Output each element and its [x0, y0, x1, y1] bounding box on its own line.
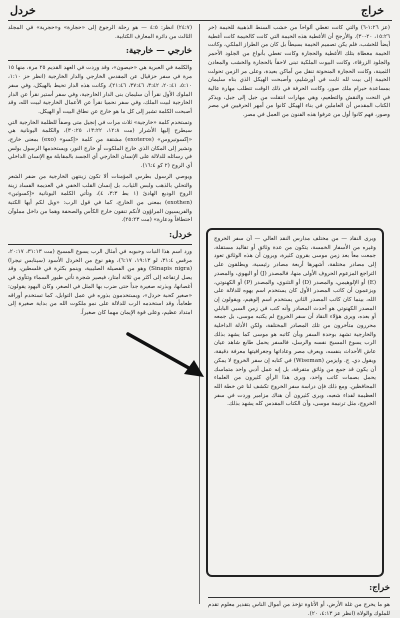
section-heading-khardal: خردل:: [168, 230, 192, 241]
left-paragraph-2: وتستخدم كلمة «خارجية» ثلاث مرات في إنجيل متى وصفاً للظلمة الخارجية التي سيطرح إليها الأشرار (مت ١٢:٨، ١٣:٢٢، ٣٠:٢٥)، والكلمة اليونانية هي «إكسوتيروس» (exoteros) مشتقة من كلمة «إكسو» (exo) بمعنى خارج، وتشير إلى المكان الذي خارج الملكوت أو خارج النور، ويستخدمها الرسول بولس في رسائله للدلالة على الإنسان الخارجي أي الجسد بالمقابلة مع الإنسان الداخلي أي الروح (٢ كو ١٦:٤).: [8, 119, 192, 170]
left-column: [8, 24, 192, 604]
boxed-note: [206, 228, 384, 577]
page-header: [0, 0, 400, 22]
right-column: [208, 24, 390, 122]
section-heading-kharji: خارجي — خارجية:: [125, 46, 192, 57]
heading-rule: [8, 244, 192, 245]
right-bottom-section: [208, 578, 390, 618]
left-paragraph-3: ويوصي الرسول بطرس المؤمنات ألا تكون زينتهن الخارجية من ضفر الشعر والتحلي بالذهب ولبس الثياب، بل إنسان القلب الخفي في العديمة الفساد زينة الروح الوديع الهادئ (١ بط ٣:٣، ٤)، وتأتي الكلمة اليونانية «إكسوثين» (exothen) بمعنى من الخارج، كما في قول الرب: «ويل لكم أيها الكتبة والفريسيون المراؤون لأنكم تنقون خارج الكأس والصحفة وهما من داخل مملوآن اختطافاً ودعارة» (مت ٢٥:٢٣).: [8, 173, 192, 224]
boxed-note-text: ويرى النقاد — من مختلف مدارس النقد العالي — أن سفر الخروج وغيره من الأسفار الخمسة، يتكون من عدة وثائق أو تقاليد مستقلة، جمعت معاً بعد زمن موسى بقرون كثيرة، ويرون أن هذه الوثائق تعود إلى مصادر مختلفة، أشهرها أربعة مصادر رئيسية، ويطلقون على التراجع المزعوم الحروف الأولى منها، فالمصدر (J) أو اليهوي، والمصدر (E) أو الإلوهيمي، والمصدر (D) أو التثنوي، والمصدر (P) أو الكهنوتي، ويزعمون أن كاتب المصدر الأول كان يستخدم اسم يهوه للدلالة على الله، بينما كان كاتب المصدر الثاني يستخدم اسم إلوهيم، ويقولون إن المصدر الكهنوتي هو أحدث المصادر وأنه كتب في زمن السبي البابلي أو بعده، ويرى هؤلاء النقاد أن سفر الخروج لم يكتبه موسى، بل جمعه محررون متأخرون من تلك المصادر المختلفة، ولكن الأدلة الداخلية والخارجية تشهد بوحدة السفر وبأن كاتبه هو موسى كما يشهد بذلك الرب يسوع المسيح نفسه والرسل، فالسفر يحمل طابع شاهد عيان عاش الأحداث بنفسه، ويعرف مصر وعاداتها وجغرافيتها معرفة دقيقة، ويقول دي. ج. وايزمن (Wiseman) في كتابه إن سفر الخروج لا يمكن أن يكون قد جمع من وثائق متفرقة، بل إنه عمل أدبي واحد متماسك يحمل بصمات كاتب واحد، ويرى هذا الرأي كثيرون من العلماء المحافظين. ومع ذلك فإن دراسة سفر الخروج تكشف لنا عن خطة الله العظيمة لفداء شعبه، ويرى كثيرون أن هناك مزامير وردت في سفر الخروج، مثل ترنيمة موسى، وأن الكتاب المقدس كله يشهد بذلك.: [214, 236, 376, 408]
header-title-right: خراج: [360, 4, 384, 17]
section-heading-kharaj: خراج:: [369, 583, 390, 593]
heading-rule: [8, 60, 192, 61]
header-title-left: خردل: [10, 4, 36, 17]
right-bottom-paragraph: هو ما يخرج من غلة الأرض، أو الأتاوة تؤخذ من أموال الناس بتقدير معلوم تقدم للملوك والولاة (انظر عز ٤:١٣، ٢٠).: [208, 602, 390, 617]
heading-rule: [208, 597, 390, 598]
left-top-paragraph: (٢٤:٧) انظر: ٤:٥ — هو رحلة الرجوع إلى «حجارة» و«حجرية» في المجلد الثالث من دائرة المعارف الكتابية.: [8, 25, 192, 40]
right-top-paragraph: (عز ١:٢٦-٦) والتي كانت تغطي ألواحاً من خشب السنط الذهبية للخيمة (خر ١٥:٢٦، ٢٠-٣٠). والأرجح أن الأغطية هذه الخيمة التي كانت كالخيمة كانت أغطية أيضاً للخشب، فلم يكن تصميم الخيمة بسيطاً بل كان من الطراز الملكي، وكانت الخيمة مغطاة بتلك الأغطية والحجارة وكانت تغطي بأنواع من الجلود الأحمر والجلود الزرقاء، وكانت البيوت الملكية تبنى لاحقاً بالحجارة والخشب والمعادن الثمينة، وكانت الحجارة المنحوتة تنقل من أماكن بعيدة، وعلى مر الزمن تحولت الخيمة إلى بيت لله ثابت في أورشليم، وأصبحت الهيكل الذي بناه سليمان بمساعدة حيرام ملك صور، وكانت الحرفة في ذلك الوقت تتطلب مهارة عالية في النحت والنقش والتطعيم، وهي مهارات انتقلت من جيل إلى جيل، ويذكر الكتاب المقدس أن العاملين في بناء الهيكل كانوا من أمهر الحرفيين في مصر وصور، فهم كانوا أول من عرفوا هذه الفنون من العمل في مصر.: [208, 25, 390, 119]
left-paragraph-1: والكلمة في العبرية هي «حيصون»، وقد وردت في العهد القديم ٢٥ مرة، منها ١٥ مرة في سفر حزقيال عن المقدس الخارجي والدار الخارجية (انظر حز ١:١٠، ٥:١٠، ٢٠:٤١، ٣:٤٢، ٣٧:٤٦، ٢١:٤٦)، وكانت هذه الدار تحيط بالهيكل، وفي سفر الملوك الأول نقرأ أن سليمان بنى الدار الخارجية، وفي سفر أستير نقرأ عن الدار الخارجية لبيت الملك، وفي سفر نحميا نقرأ عن الأعمال الخارجية لبيت الله، وقد أصبحت الكلمة تشير إلى كل ما هو خارج عن نطاق البيت أو الهيكل.: [8, 65, 192, 115]
header-rule: [8, 20, 392, 21]
column-separator: [199, 24, 200, 604]
left-paragraph-4: ورد اسم هذا النبات وحبوبه في أمثال الرب يسوع المسيح (مت ٣١:١٣، ٢٠:١٧، مرقس ٣١:٤، لو ١٩:١٣، ٦:١٧)، وهو نوع من الخردل الأسود (سينابس نيجرا) (Sinapis nigra) وهو من الفصيلة الصليبية، وينمو بكثرة في فلسطين، وقد يصل ارتفاعه إلى أكثر من ثلاثة أمتار، فيصير شجرة تأتي طيور السماء وتتآوى في أغصانها، وبذرته صغيرة جداً حتى ضرب بها المثل في الصغر، وكان اليهود يقولون: «صغير كحبة خردل»، ويستخدمون بذوره في عمل التوابل، كما تستخدم أوراقه طعاماً، وقد استخدمه الرب للدلالة على نمو ملكوت الله من بداية صغيرة إلى امتداد عظيم، وعلى قوة الإيمان مهما كان صغيراً.: [8, 249, 192, 316]
